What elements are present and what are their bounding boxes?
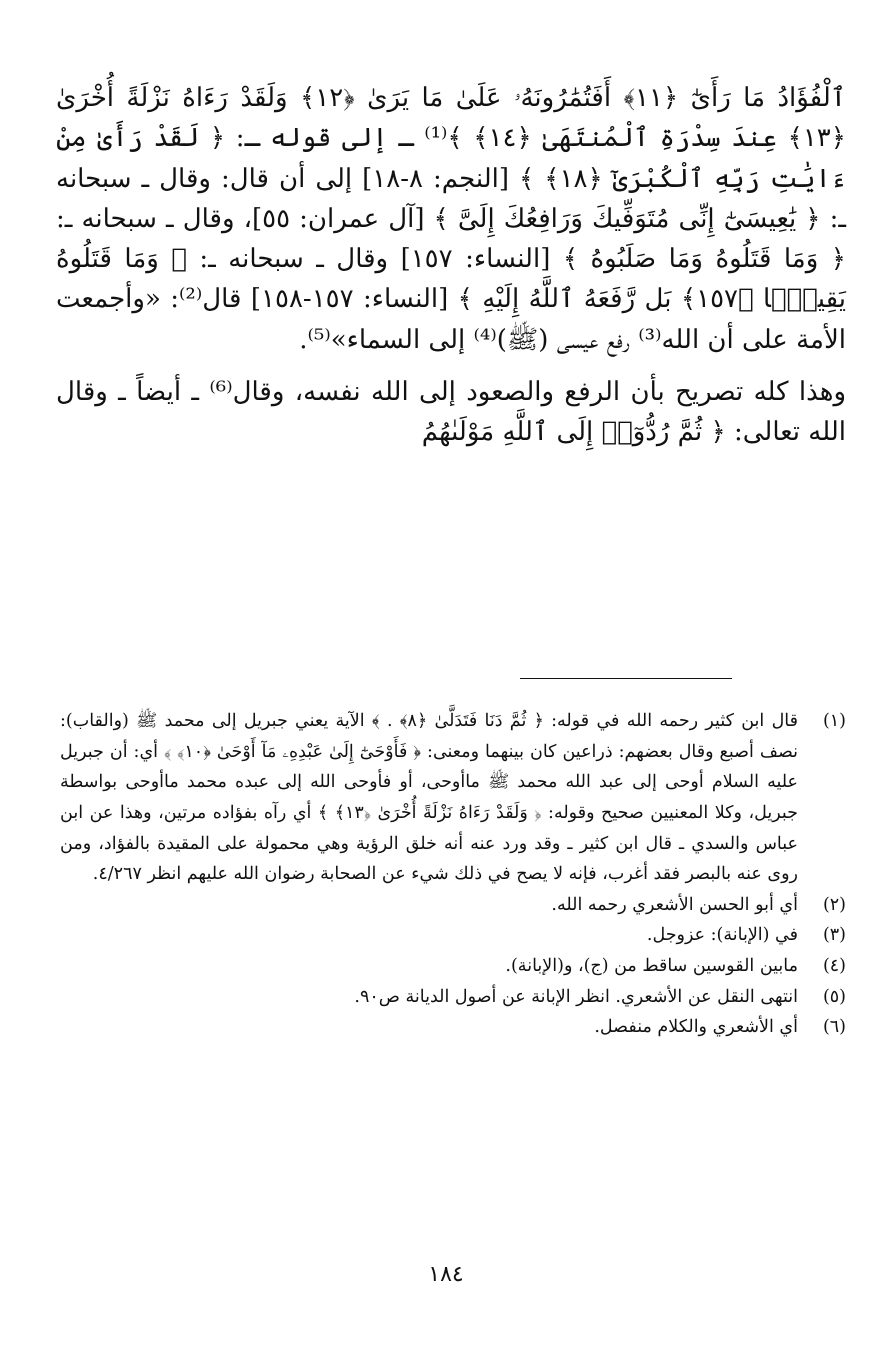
footnote-text: أي أبو الحسن الأشعري رحمه الله. [551,894,798,915]
footnotes [60,706,846,1043]
footnote-text: انتهى النقل عن الأشعري. انظر الإبانة عن أصول الديانة ص٩٠. [354,986,798,1007]
footnote-text: في (الإبانة): عزوجل. [646,925,798,946]
footnote-number: (٣) [822,925,846,946]
main-paragraph-1: ٱلْفُؤَادُ مَا رَأَىٰٓ ﴿١١﴾ أَفَتُمَٰرُونَهُۥ عَلَىٰ مَا يَرَىٰ ﴿١٢﴾ وَلَقَدْ رَءَاهُ نَزْلَةً أُخْرَىٰ ﴿١٣﴾ عِندَ سِدْرَةِ ٱلْمُنتَهَىٰ ﴿١٤﴾ ﴾⁽¹⁾ ـ إلى قوله ـ: ﴿ لَقَدْ رَأَىٰ مِنْ ءَايَٰتِ رَبِّهِ ٱلْكُبْرَىٰٓ ﴿١٨﴾ ﴾ [النجم: ٨-١٨] إلى أن قال: وقال ـ سبحانه ـ: ﴿ يَٰعِيسَىٰٓ إِنِّى مُتَوَفِّيكَ وَرَافِعُكَ إِلَىَّ ﴾ [آل عمران: ٥٥]، وقال ـ سبحانه ـ: ﴿ وَمَا قَتَلُوهُ وَمَا صَلَبُوهُ ﴾ [النساء: ١٥٧] وقال ـ سبحانه ـ: ﴿ وَمَا قَتَلُوهُ يَقِينًۢا ﴿١٥٧﴾ بَل رَّفَعَهُ ٱللَّهُ إِلَيْهِ ﴾ [النساء: ١٥٧-١٥٨] قال⁽²⁾: «وأجمعت الأمة على أن الله⁽³⁾ رفع عيسى (ﷺ)⁽⁴⁾ إلى السماء»⁽⁵⁾. [56,83,846,355]
footnote-text: مابين القوسين ساقط من (ج)، و(الإبانة). [505,956,798,976]
footnote-text: أي الأشعري والكلام منفصل. [594,1017,798,1038]
footnote-number: (٢) [822,894,846,915]
footnote-text: قال ابن كثير رحمه الله في قوله: ﴿ ثُمَّ دَنَا فَتَدَلَّىٰ ﴿٨﴾ . ﴾ الآية يعني جبريل إلى محمد ﷺ (والقاب): نصف أصبع وقال بعضهم: ذراعين كان بينهما ومعنى: ﴿ فَأَوْحَىٰٓ إِلَىٰ عَبْدِهِۦ مَآ أَوْحَىٰ ﴿١٠﴾ ﴾ أي: أن جبريل عليه السلام أوحى إلى عبد الله محمد ﷺ ماأوحى، أو فأوحى الله إلى عبده محمد ماأوحى بواسطة جبريل، وكلا المعنيين صحيح وقوله: ﴿ وَلَقَدْ رَءَاهُ نَزْلَةً أُخْرَىٰ ﴿١٣﴾ ﴾ أي رآه بفؤاده مرتين، وهذا عن ابن عباس والسدي ـ قال ابن كثير ـ وقد ورد عنه أنه خلق الرؤية وهي محمولة على المقيدة بالفؤاد، ومن روى عنه بالبصر فقد أغرب، فإنه لا يصح في ذلك شيء عن الصحابة رضوان الله عليهم انظر ٤/٢٦٧. [60,711,798,885]
footnote-5 [60,982,846,1013]
footnote-1 [60,706,846,890]
footnote-number: (٥) [822,986,846,1007]
footnote-separator [520,678,732,679]
footnote-6 [60,1012,846,1043]
footnote-number: (٤) [822,956,846,976]
main-paragraph-2: وهذا كله تصريح بأن الرفع والصعود إلى الله نفسه، وقال⁽⁶⁾ ـ أيضاً ـ وقال الله تعالى: ﴿ ثُمَّ رُدُّوٓا۟ إِلَى ٱللَّهِ مَوْلَىٰهُمُ [56,377,847,448]
main-text [56,78,846,453]
page-number: ١٨٤ [428,1262,464,1287]
footnote-3 [60,920,846,951]
footnote-4 [60,951,846,982]
footnote-number: (٦) [822,1017,846,1038]
footnote-number: (١) [822,711,846,731]
footnote-2 [60,890,846,921]
